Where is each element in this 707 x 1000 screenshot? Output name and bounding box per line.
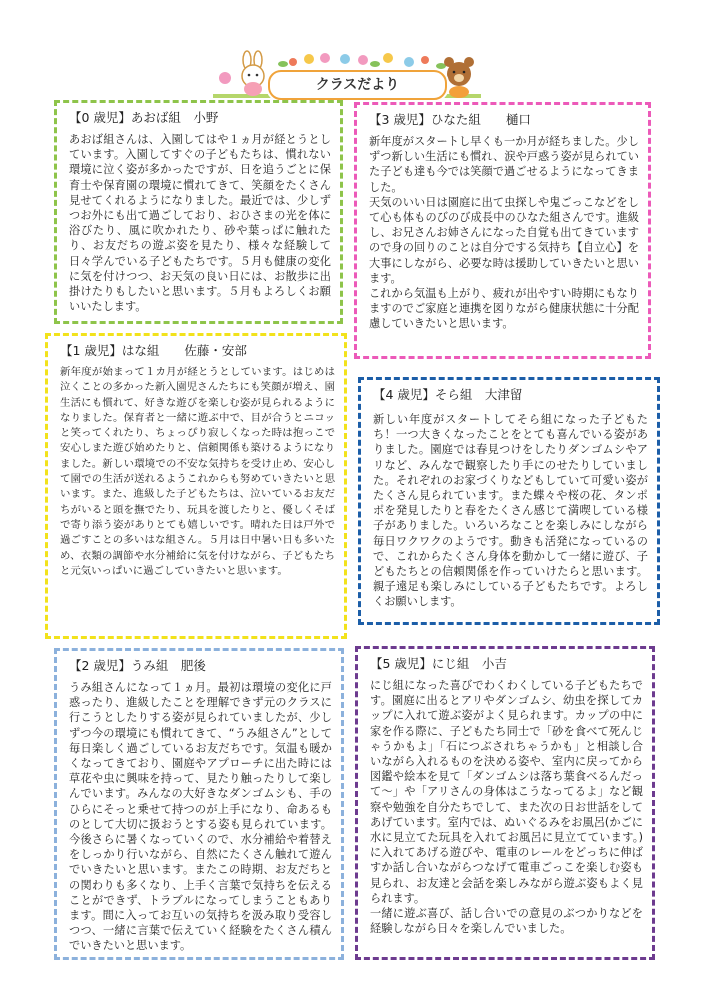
section-body: 新しい年度がスタートしてそら組になった子どもたち！一つ大きくなったことをとても喜んでいる姿がありました。園庭では春見つけをしたりダンゴムシやアリなど、みんなで観察したり手にのせたりしていました。それぞれのお家づくりなどもしていて可愛い姿がたくさん見られています。また蝶々や桜の花、タンポポを発見したりと春をたくさん感じて満喫している様子がありました。いろいろなことを楽しみにしながら毎日ワクワクのようです。動きも活発になっているので、これからたくさん身体を動かして一緒に遊び、子どもたちとの信頼関係を作っていけたらと思います。親子遠足も楽しみにしている子どもたちです。よろしくお願いします。: [373, 413, 648, 609]
section-age1-hana: [45, 333, 347, 639]
section-age2-umi: [54, 648, 344, 960]
section-age5-niji: [355, 646, 655, 960]
class-newsletter-banner: [213, 50, 481, 100]
section-header: 【0 歳児】あおば組 小野: [69, 110, 219, 125]
section-header: 【2 歳児】うみ組 肥後: [69, 658, 206, 673]
section-age3-hinata: [354, 102, 651, 359]
section-body: 新年度が始まって１カ月が経とうとしています。はじめは泣くことの多かった新入園児さんたちにも笑顔が増え、園生活にも慣れて、好きな遊びを楽しむ姿が見られるようになりました。保育者と一緒に遊ぶ中で、目が合うとニコッと笑ってくれたり、ちょっぴり寂しくなった時は抱っこで安心しまた遊び始めたりと、信頼関係も築けるようになりました。新しい環境での不安な気持ちを受け止め、安心して園での生活が送れるようこれからも努めていきたいと思います。また、進級した子どもたちは、泣いているお友だちがいると頭を撫でたり、玩具を渡したりと、優しくそばで寄り添う姿がありとても嬉しいです。晴れた日は戸外で過ごすことの多いはな組さん。５月は日中暑い日も多いため、衣類の調節や水分補給に気を付けながら、子どもたちと元気いっぱいに過ごしていきたいと思います。: [60, 366, 335, 577]
section-body: うみ組さんになって１ヵ月。最初は環境の変化に戸惑ったり、進級したことを理解できず元のクラスに行こうとしたりする姿が見られていましたが、少しずつ今の環境にも慣れてきて、“うみ組さん”として毎日楽しく過ごしているお友だちです。気温も暖かくなってきており、園庭やアプローチに出た時には草花や虫に興味を持って、見たり触ったりして楽しんでいます。みんなの大好きなダンゴムシも、手のひらにそっと乗せて持つのが上手になり、命あるものとして大切に扱おうとする姿も見られています。今後さらに暑くなっていくので、水分補給や着替えをしっかり行いながら、自然にたくさん触れて遊んでいきたいと思います。またこの時期、お友だちとの関わりも多くなり、上手く言葉で気持ちを伝えることができず、トラブルになってしまうこともあります。間に入ってお互いの気持ちを汲み取り受容しつつ、一緒に言葉で伝えていく経験をたくさん積んでいきたいと思います。: [69, 681, 332, 953]
section-body: にじ組になった喜びでわくわくしている子どもたちです。園庭に出るとアリやダンゴムシ、幼虫を探してカップに入れて遊ぶ姿がよく見られます。カップの中に家を作る際に、子どもたち同士で「砂を食べて死んじゃうかもよ」「石につぶされちゃうかも」と相談し合いながら入れるものを決める姿や、室内に戻ってから図鑑や絵本を見て「ダンゴムシは落ち葉食べるんだって～」や「アリさんの身体はこうなってるよ」など観察や勉強を自分たちでして、また次の日お世話をしてあげています。室内では、ぬいぐるみをお風呂(かごに水に見立てた玩具を入れてお風呂に見立てています。)に入れてあげる遊びや、電車のレールをどっちに伸ばすか話し合いながらつなげて電車ごっこを楽しむ姿も見られ、お友達と会話を楽しみながら遊ぶ姿もよく見られます。 一緒に遊ぶ喜び、話し合いでの意見のぶつかりなどを経験しながら日々を楽しんでいました。: [370, 679, 643, 936]
section-body: 新年度がスタートし早くも一か月が経ちました。少しずつ新しい生活にも慣れ、涙や戸惑う姿が見られていた子ども達も今では笑顔で過ごせるようになってきました。 天気のいい日は園庭に出て虫探しや鬼ごっこなどをして心も体ものびのび成長中のひなた組さんです。進級し、お兄さんお姉さんになった自覚も出てきていますので身の回りのことは自分でする気持ち【自立心】を大事にしながら、必要な時は援助していきたいと思います。 これから気温も上がり、疲れが出やすい時期にもなりますのでご家庭と連携を図りながら健康状態に十分配慮していきたいと思います。: [369, 135, 639, 331]
section-age0-aoba: [54, 100, 343, 324]
bear-illustration: [444, 57, 474, 98]
page-title: クラスだより: [315, 77, 400, 93]
section-header: 【1 歳児】はな組 佐藤・安部: [60, 343, 247, 358]
section-header: 【3 歳児】ひなた組 樋口: [369, 112, 531, 127]
section-age4-sora: [358, 377, 660, 625]
section-header: 【4 歳児】そら組 大津留: [373, 387, 523, 402]
rabbit-illustration: [242, 51, 264, 96]
section-header: 【5 歳児】にじ組 小吉: [370, 656, 507, 671]
section-body: あおば組さんは、入園してはや１ヵ月が経とうとしています。入園してすぐの子どもたちは、慣れない環境に泣く姿が多かったですが、日を追うごとに保育士や保育園の環境に慣れてきて、笑顔をたくさん見せてくれるようになりました。最近では、少しずつお外にも出て過ごしており、おひさまの光を体に浴びたり、風に吹かれたり、砂や葉っぱに触れたり、お友だちの遊ぶ姿を見たり、様々な経験して日々学んでいる子どもたちです。５月も健康の変化に気を付けつつ、お天気の良い日には、お散歩に出掛けたりもしたいと思います。５月もよろしくお願いいたします。: [69, 133, 331, 314]
